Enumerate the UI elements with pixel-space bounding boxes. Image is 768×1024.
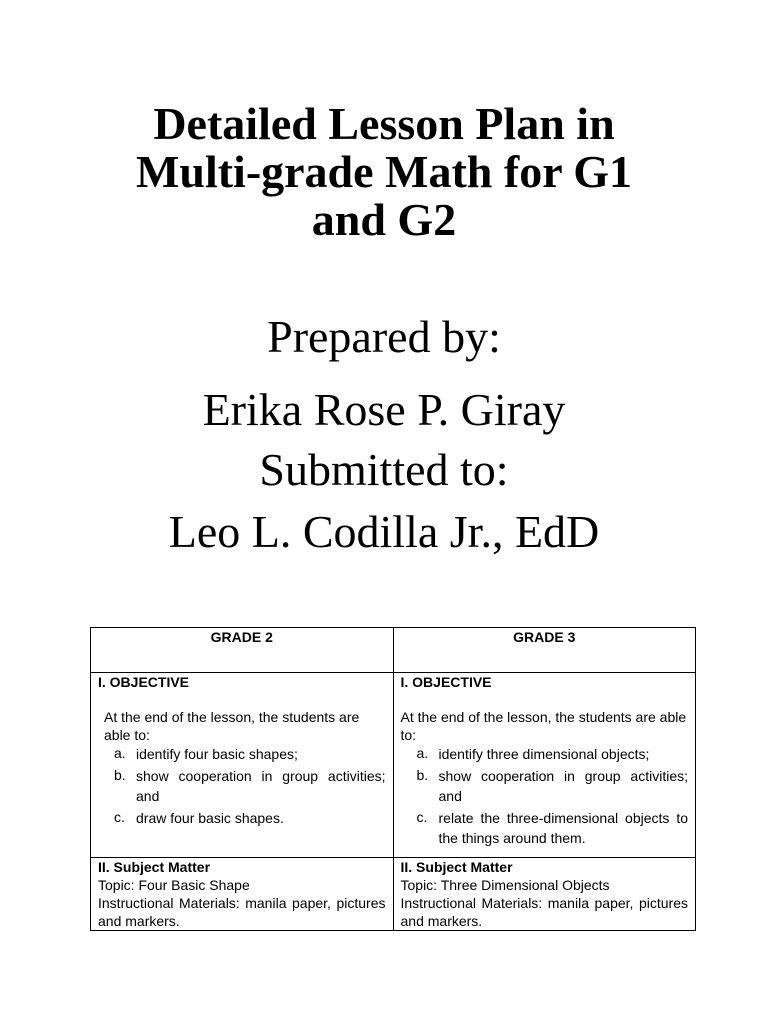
grade-2-objective-cell	[91, 673, 394, 858]
list-item-text: show cooperation in group activities; and	[136, 768, 386, 804]
list-item-text: identify three dimensional objects;	[438, 746, 650, 762]
title-line: Multi-grade Math for G1	[135, 146, 633, 197]
submitted-to-label: Submitted to:	[259, 444, 509, 495]
subject-matter-heading: II. Subject Matter	[98, 859, 211, 875]
materials-text: Instructional Materials: manila paper, pictures and markers.	[400, 895, 688, 929]
list-item-text: draw four basic shapes.	[136, 810, 284, 826]
objective-list	[98, 744, 386, 828]
title-line: Detailed Lesson Plan in	[153, 98, 615, 149]
list-item	[114, 808, 386, 828]
topic-text: Topic: Three Dimensional Objects	[400, 877, 610, 893]
objective-heading: I. OBJECTIVE	[98, 674, 190, 690]
objective-intro: At the end of the lesson, the students are able to:	[400, 709, 687, 743]
list-marker: b.	[416, 767, 429, 783]
grade-3-objective-cell	[393, 673, 696, 858]
materials-text: Instructional Materials: manila paper, pictures and markers.	[98, 895, 386, 929]
subject-matter-row	[91, 858, 696, 931]
grade-3-header: GRADE 3	[393, 628, 696, 673]
grade-2-subject-matter-cell	[91, 858, 394, 931]
list-marker: a.	[416, 745, 429, 761]
submitter-name: Leo L. Codilla Jr., EdD	[168, 506, 600, 557]
list-item	[417, 744, 689, 764]
list-marker: c.	[416, 809, 428, 825]
objective-row	[91, 673, 696, 858]
list-marker: a.	[114, 745, 126, 761]
lesson-plan-table	[90, 627, 696, 931]
list-item	[417, 766, 689, 806]
grade-2-header: GRADE 2	[91, 628, 394, 673]
list-item-text: show cooperation in group activities; and	[438, 768, 688, 804]
list-item-text: relate the three-dimensional objects to the things around them.	[438, 810, 688, 846]
grade-3-subject-matter-cell	[393, 858, 696, 931]
list-item-text: identify four basic shapes;	[136, 746, 298, 762]
preparer-name: Erika Rose P. Giray	[202, 384, 566, 435]
table-header-row	[91, 628, 696, 673]
prepared-by-label: Prepared by:	[267, 311, 501, 362]
document-title	[60, 100, 708, 244]
objective-heading: I. OBJECTIVE	[400, 674, 492, 690]
subject-matter-heading: II. Subject Matter	[400, 859, 513, 875]
list-marker: c.	[114, 809, 125, 825]
title-line: and G2	[311, 194, 457, 245]
objective-intro: At the end of the lesson, the students are able to:	[104, 709, 360, 743]
objective-list	[401, 744, 689, 848]
list-item	[114, 744, 386, 764]
list-item	[114, 766, 386, 806]
topic-text: Topic: Four Basic Shape	[98, 877, 250, 893]
list-item	[417, 808, 689, 848]
list-marker: b.	[114, 767, 126, 783]
